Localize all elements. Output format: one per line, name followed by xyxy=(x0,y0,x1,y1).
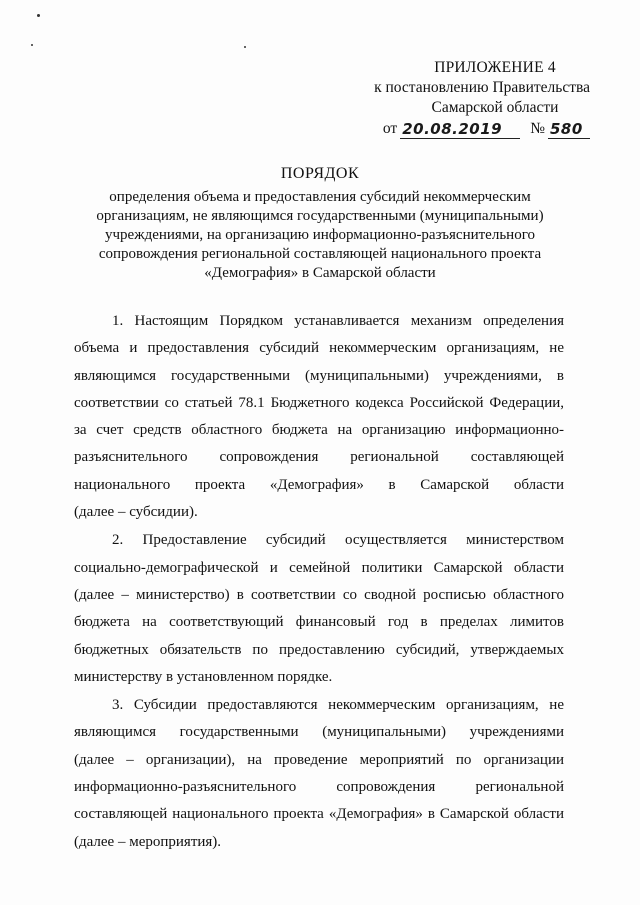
document-body xyxy=(74,308,564,857)
number-label: № xyxy=(530,120,545,137)
paragraph-line: министерству в установленном порядке. xyxy=(74,668,333,685)
paragraph-line: социально-демографической и семейной политики Самарской области xyxy=(74,559,564,576)
paragraph-1 xyxy=(74,308,564,526)
heading-line: определения объема и предоставления субсидий некоммерческим xyxy=(109,189,531,205)
paragraph-3 xyxy=(74,692,564,856)
paragraph-line: являющимся государственными (муниципальными) учреждениями xyxy=(74,724,564,741)
handwritten-number: 580 xyxy=(548,120,590,139)
scan-speck xyxy=(244,46,246,48)
paragraph-line: объема и предоставления субсидий некоммерческим организациям, не xyxy=(74,340,564,357)
paragraph-line: 3. Субсидии предоставляются некоммерческим организациям, не xyxy=(112,697,564,714)
appendix-date-number-line xyxy=(360,119,590,139)
paragraph-line: являющимся государственными (муниципальными) учреждениями, в xyxy=(74,367,564,384)
paragraph-line: за счет средств областного бюджета на организацию информационно- xyxy=(74,422,564,439)
scan-speck xyxy=(31,44,33,46)
paragraph-line: 1. Настоящим Порядком устанавливается механизм определения xyxy=(112,313,564,329)
appendix-title: ПРИЛОЖЕНИЕ 4 xyxy=(434,59,556,76)
heading-line: организациям, не являющимся государственными (муниципальными) xyxy=(96,208,544,224)
paragraph-line: (далее – субсидии). xyxy=(74,504,198,521)
heading-line: «Демография» в Самарской области xyxy=(204,265,436,281)
heading-title: ПОРЯДОК xyxy=(280,165,360,182)
paragraph-line: бюджетных обязательств по предоставлению субсидий, утверждаемых xyxy=(74,641,564,658)
paragraph-line: национального проекта «Демография» в Самарской области xyxy=(74,476,564,493)
paragraph-line: информационно-разъяснительного сопровождения региональной xyxy=(74,779,564,796)
paragraph-line: 2. Предоставление субсидий осуществляется министерством xyxy=(112,532,564,549)
paragraph-line: разъяснительного сопровождения региональной составляющей xyxy=(74,449,564,466)
paragraph-line: бюджета на соответствующий финансовый год в пределах лимитов xyxy=(74,614,564,631)
handwritten-date: 20.08.2019 xyxy=(400,120,520,139)
paragraph-line: (далее – министерство) в соответствии со сводной росписью областного xyxy=(74,586,564,603)
scan-speck xyxy=(37,14,40,17)
document-heading xyxy=(60,164,580,283)
paragraph-line: составляющей национального проекта «Демография» в Самарской области xyxy=(74,806,564,823)
appendix-block xyxy=(360,58,590,139)
paragraph-2 xyxy=(74,527,564,691)
appendix-region-line: Самарской области xyxy=(431,99,559,116)
heading-line: учреждениями, на организацию информационно-разъяснительного xyxy=(105,227,535,243)
paragraph-line: (далее – мероприятия). xyxy=(74,833,222,850)
paragraph-line: (далее – организации), на проведение мероприятий по организации xyxy=(74,751,564,768)
date-label: от xyxy=(382,120,398,137)
appendix-decree-line: к постановлению Правительства xyxy=(374,79,590,96)
heading-line: сопровождения региональной составляющей национального проекта xyxy=(98,246,542,262)
paragraph-line: соответствии со статьей 78.1 Бюджетного кодекса Российской Федерации, xyxy=(74,394,564,411)
